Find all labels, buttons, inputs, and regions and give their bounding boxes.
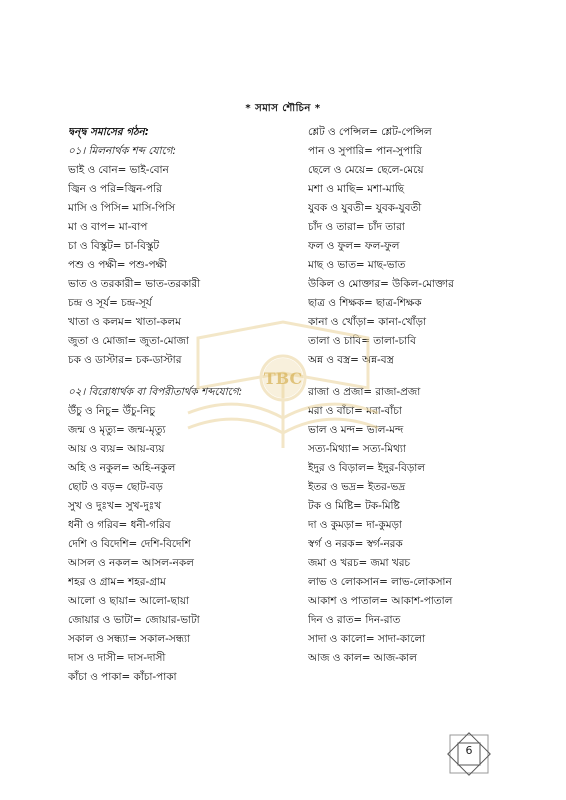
subsection-heading: ০২। বিরোধার্থক বা বিপরীতার্থক শব্দযোগে:: [68, 386, 243, 398]
compound-entry: ইদুর ও বিড়াল= ইদুর-বিড়াল: [308, 462, 426, 474]
compound-entry: স্বর্গ ও নরক= স্বর্গ-নরক: [308, 538, 403, 550]
section-gap: [68, 370, 308, 383]
compound-entry: সকাল ও সন্ধ্যা= সকাল-সন্ধ্যা: [68, 633, 191, 645]
compound-entry: খাতা ও কলম= খাতা-কলম: [68, 316, 181, 328]
compound-entry: রাজা ও প্রজা= রাজা-প্রজা: [308, 386, 421, 398]
right-column: [308, 123, 548, 668]
compound-entry: কাঁচা ও পাকা= কাঁচা-পাকা: [68, 671, 177, 683]
compound-entry: কানা ও খোঁড়া= কানা-খোঁড়া: [308, 316, 426, 328]
compound-entry: মরা ও বাঁচা= মরা-বাঁচা: [308, 405, 402, 417]
compound-entry: সত্য-মিথ্যা= সত্য-মিথ্যা: [308, 443, 406, 455]
compound-entry: পান ও সুপারি= পান-সুপারি: [308, 145, 422, 157]
compound-entry: দেশি ও বিদেশি= দেশি-বিদেশি: [68, 538, 191, 550]
compound-entry: আসল ও নকল= আসল-নকল: [68, 557, 194, 569]
compound-entry: জন্ম ও মৃত্যু= জন্ম-মৃত্যু: [68, 424, 166, 436]
compound-entry: ধনী ও গরিব= ধনী-গরিব: [68, 519, 171, 531]
compound-entry: আকাশ ও পাতাল= আকাশ-পাতাল: [308, 595, 453, 607]
compound-entry: মশা ও মাছি= মশা-মাছি: [308, 183, 404, 195]
compound-entry: ছোট ও বড়= ছোট-বড়: [68, 481, 163, 493]
compound-entry: ফল ও ফুল= ফল-ফুল: [308, 240, 400, 252]
compound-entry: জমা ও খরচ= জমা খরচ: [308, 557, 411, 569]
page-header: * সমাস শৌচিন *: [245, 103, 321, 114]
compound-entry: ভাল ও মন্দ= ভাল-মন্দ: [308, 424, 404, 436]
compound-entry: লাভ ও লোকসান= লাভ-লোকসান: [308, 576, 452, 588]
compound-entry: চক ও ডাস্টার= চক-ডাস্টার: [68, 354, 182, 366]
compound-entry: দাস ও দাসী= দাস-দাসী: [68, 652, 166, 664]
compound-entry: শ্লেট ও পেন্সিল= শ্লেট-পেন্সিল: [308, 126, 432, 138]
compound-entry: মা ও বাপ= মা-বাপ: [68, 221, 148, 233]
compound-entry: টক ও মিষ্টি= টক-মিষ্টি: [308, 500, 400, 512]
compound-entry: চন্দ্র ও সূর্য= চন্দ্র-সূর্য: [68, 297, 152, 309]
compound-entry: ভাত ও তরকারী= ভাত-তরকারী: [68, 278, 201, 290]
compound-entry: দিন ও রাত= দিন-রাত: [308, 614, 401, 626]
subsection-heading: ০১। মিলনার্থক শব্দ যোগে:: [68, 145, 176, 157]
page-number: 6: [465, 744, 473, 757]
compound-entry: মাসি ও পিসি= মাসি-পিসি: [68, 202, 175, 214]
compound-entry: চা ও বিস্কুট= চা-বিস্কুট: [68, 240, 160, 252]
compound-entry: আজ ও কাল= আজ-কাল: [308, 652, 417, 664]
left-column: [68, 123, 308, 687]
compound-entry: ইতর ও ভদ্র= ইতর-ভদ্র: [308, 481, 406, 493]
compound-entry: ছাত্র ও শিক্ষক= ছাত্র-শিক্ষক: [308, 297, 422, 309]
watermark-text: TBC: [263, 369, 303, 388]
compound-entry: সাদা ও কালো= সাদা-কালো: [308, 633, 426, 645]
compound-entry: উঁচু ও নিচু= উঁচু-নিচু: [68, 405, 155, 417]
section-gap: [308, 370, 548, 383]
compound-entry: জুতা ও মোজা= জুতা-মোজা: [68, 335, 189, 347]
compound-entry: আয় ও ব্যয়= আয়-ব্যয়: [68, 443, 165, 455]
compound-entry: আলো ও ছায়া= আলো-ছায়া: [68, 595, 190, 607]
compound-entry: চাঁদ ও তারা= চাঁদ তারা: [308, 221, 405, 233]
compound-entry: দা ও কুমড়া= দা-কুমড়া: [308, 519, 402, 531]
compound-entry: অহি ও নকুল= অহি-নকুল: [68, 462, 176, 474]
compound-entry: অন্ন ও বস্ত্র= অন্ন-বস্ত্র: [308, 354, 394, 366]
section-title: দ্বন্দ্ব সমাসের গঠন:: [68, 126, 149, 138]
compound-entry: জ্বিন ও পরি=জ্বিন-পরি: [68, 183, 162, 195]
compound-entry: জোয়ার ও ভাটা= জোয়ার-ভাটা: [68, 614, 200, 626]
compound-entry: সুখ ও দুঃখ= সুখ-দুঃখ: [68, 500, 162, 512]
compound-entry: তালা ও চাবি= তালা-চাবি: [308, 335, 416, 347]
compound-entry: ভাই ও বোন= ভাই-বোন: [68, 164, 169, 176]
compound-entry: মাছ ও ভাত= মাছ-ভাত: [308, 259, 406, 271]
compound-entry: উকিল ও মোক্তার= উকিল-মোক্তার: [308, 278, 454, 290]
compound-entry: ছেলে ও মেয়ে= ছেলে-মেয়ে: [308, 164, 424, 176]
compound-entry: যুবক ও যুবতী= যুবক-যুবতী: [308, 202, 422, 214]
compound-entry: পশু ও পক্ষী= পশু-পক্ষী: [68, 259, 167, 271]
compound-entry: শহর ও গ্রাম= শহর-গ্রাম: [68, 576, 166, 588]
